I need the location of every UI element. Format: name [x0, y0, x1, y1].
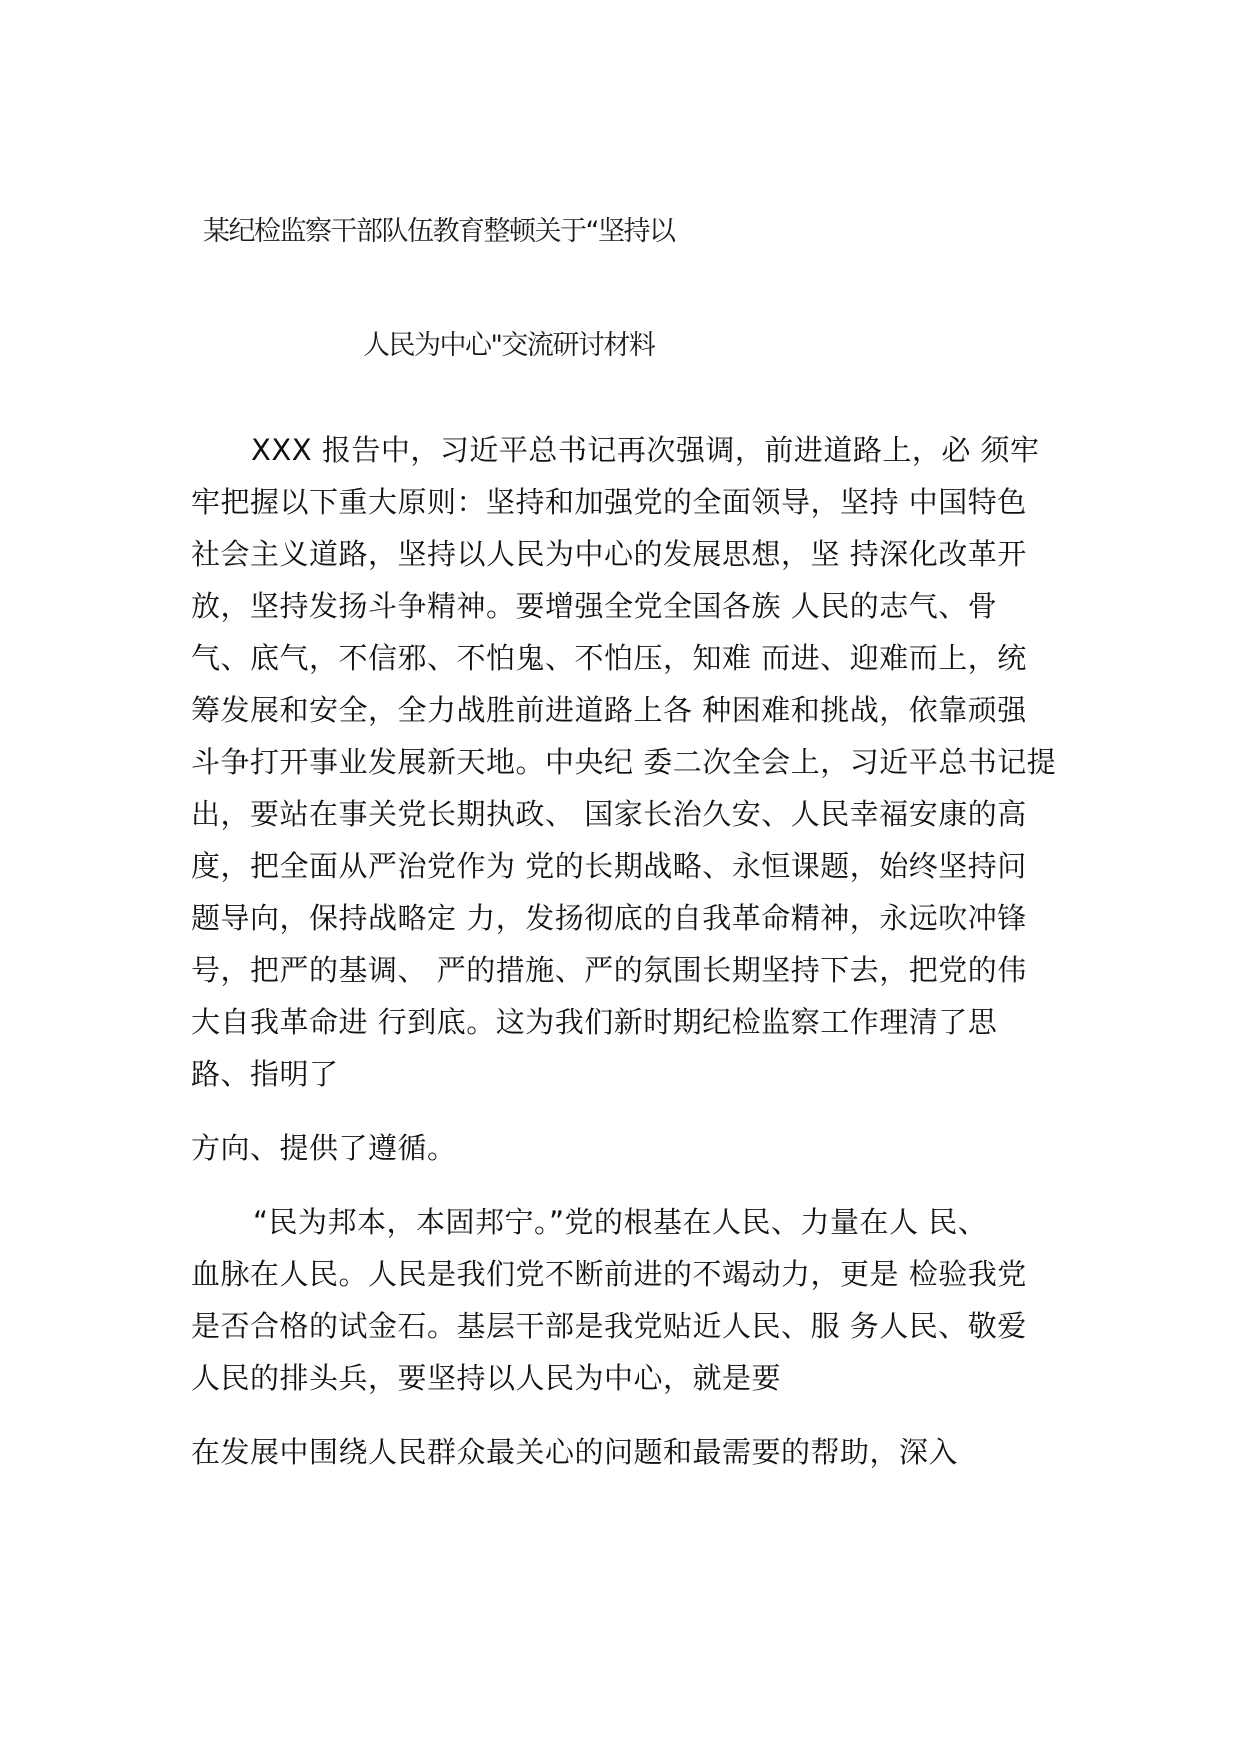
paragraph-1-line-2: 牢把握以下重大原则：坚持和加强党的全面领导，坚持 中国特色: [191, 485, 1027, 519]
paragraph-3-line-2: 血脉在人民。人民是我们党不断前进的不竭动力，更是 检验我党: [191, 1257, 1027, 1291]
paragraph-1-line-11: 号，把严的基调、 严的措施、严的氛围长期坚持下去，把党的伟: [191, 953, 1027, 987]
paragraph-1-line-8: 出，要站在事关党长期执政、 国家长治久安、人民幸福安康的高: [191, 797, 1027, 831]
paragraph-2-line-1: 方向、提供了遵循。: [191, 1131, 457, 1165]
paragraph-1-line-7: 斗争打开事业发展新天地。中央纪 委二次全会上，习近平总书记提: [191, 745, 1057, 779]
paragraph-3-line-3: 是否合格的试金石。基层干部是我党贴近人民、服 务人民、敬爱: [191, 1309, 1027, 1343]
paragraph-3-line-4: 人民的排头兵，要坚持以人民为中心，就是要: [191, 1361, 782, 1395]
paragraph-1-line-13: 路、指明了: [191, 1057, 339, 1091]
paragraph-1-line-4: 放，坚持发扬斗争精神。要增强全党全国各族 人民的志气、骨: [191, 589, 998, 623]
document-title-line-1: 某纪检监察干部队伍教育整顿关于“坚持以: [203, 216, 675, 247]
document-title-line-2: 人民为中心"交流研讨材料: [363, 330, 655, 361]
paragraph-1-line-6: 筹发展和安全，全力战胜前进道路上各 种困难和挑战，依靠顽强: [191, 693, 1027, 727]
paragraph-1-line-12: 大自我革命进 行到底。这为我们新时期纪检监察工作理清了思: [191, 1005, 998, 1039]
paragraph-4-line-1: 在发展中围绕人民群众最关心的问题和最需要的帮助，深入: [191, 1435, 959, 1469]
paragraph-1-line-1: XXX 报告中，习近平总书记再次强调，前进道路上，必 须牢: [251, 433, 1040, 467]
paragraph-1-line-9: 度，把全面从严治党作为 党的长期战略、永恒课题，始终坚持问: [191, 849, 1027, 883]
paragraph-1-line-5: 气、底气，不信邪、不怕鬼、不怕压，知难 而进、迎难而上，统: [191, 641, 1027, 675]
paragraph-3-line-1: “民为邦本，本固邦宁。”党的根基在人民、力量在人 民、: [253, 1205, 988, 1239]
paragraph-1-line-10: 题导向，保持战略定 力，发扬彻底的自我革命精神，永远吹冲锋: [191, 901, 1027, 935]
paragraph-1-line-3: 社会主义道路，坚持以人民为中心的发展思想，坚 持深化改革开: [191, 537, 1027, 571]
